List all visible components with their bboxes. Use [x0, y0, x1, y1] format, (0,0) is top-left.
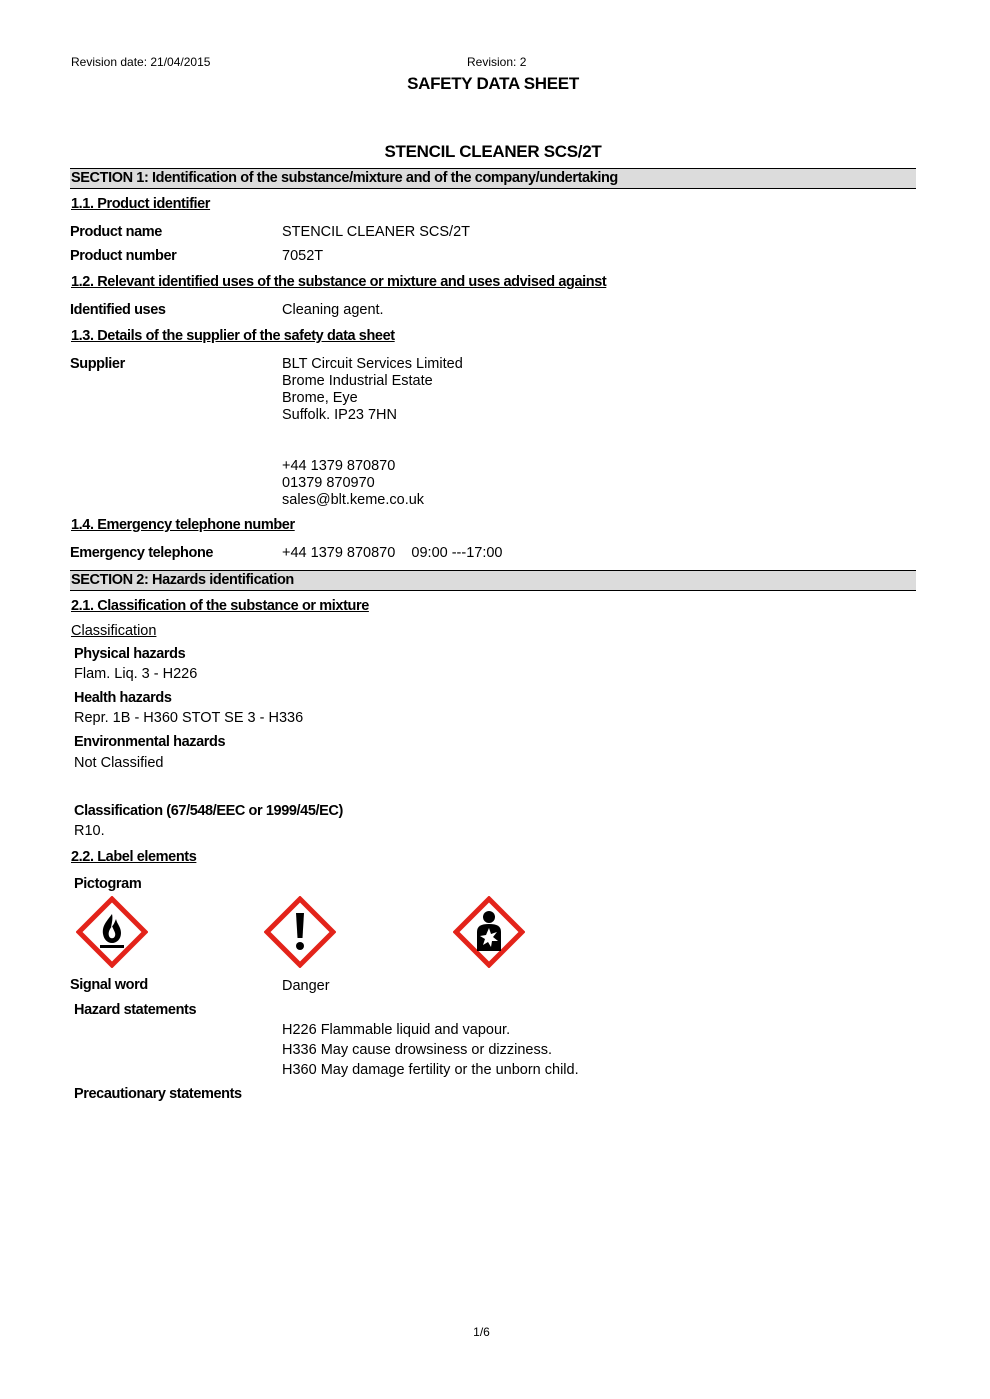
section-1-header [70, 168, 916, 189]
section-2-header [70, 570, 916, 591]
supplier-line: BLT Circuit Services Limited [282, 356, 463, 372]
identified-uses-value: Cleaning agent. [282, 302, 384, 318]
emergency-telephone-value: +44 1379 870870 09:00 ---17:00 [282, 545, 503, 561]
supplier-line: Suffolk. IP23 7HN [282, 407, 397, 423]
pictogram-label: Pictogram [74, 876, 142, 892]
exclamation-icon [264, 896, 336, 968]
revision-number: Revision: 2 [467, 55, 527, 69]
subsection-2-1: 2.1. Classification of the substance or mixture [71, 598, 369, 614]
page-number: 1/6 [473, 1325, 490, 1339]
health-hazard-icon [453, 896, 525, 968]
supplier-line: Brome Industrial Estate [282, 373, 433, 389]
classification-heading: Classification [71, 623, 157, 639]
subsection-1-4: 1.4. Emergency telephone number [71, 517, 295, 533]
identified-uses-label: Identified uses [70, 302, 166, 318]
precautionary-statements-label: Precautionary statements [74, 1086, 242, 1102]
classification-67-548-value: R10. [74, 823, 105, 839]
product-name-label: Product name [70, 224, 162, 240]
emergency-telephone-label: Emergency telephone [70, 545, 214, 561]
hazard-statement: H360 May damage fertility or the unborn child. [282, 1062, 579, 1078]
product-name-value: STENCIL CLEANER SCS/2T [282, 224, 471, 240]
revision-date: Revision date: 21/04/2015 [71, 55, 211, 69]
environmental-hazards-value: Not Classified [74, 755, 164, 771]
hazard-statements-list [282, 1020, 579, 1080]
document-title: SAFETY DATA SHEET [407, 74, 579, 93]
environmental-hazards-label: Environmental hazards [74, 734, 226, 750]
subsection-1-1: 1.1. Product identifier [71, 196, 211, 212]
product-number-value: 7052T [282, 248, 324, 264]
subsection-2-2: 2.2. Label elements [71, 849, 197, 865]
physical-hazards-value: Flam. Liq. 3 - H226 [74, 666, 198, 682]
hazard-statement: H336 May cause drowsiness or dizziness. [282, 1042, 552, 1058]
signal-word-value: Danger [282, 978, 330, 994]
supplier-label: Supplier [70, 356, 125, 372]
subsection-1-3: 1.3. Details of the supplier of the safety data sheet [71, 328, 395, 344]
health-hazards-value: Repr. 1B - H360 STOT SE 3 - H336 [74, 710, 304, 726]
product-number-label: Product number [70, 248, 177, 264]
section-1-title: SECTION 1: Identification of the substance/mixture and of the company/undertaking [71, 170, 618, 186]
subsection-1-2: 1.2. Relevant identified uses of the substance or mixture and uses advised against [71, 274, 607, 290]
signal-word-label: Signal word [70, 977, 148, 993]
supplier-address [282, 356, 463, 424]
supplier-contact [282, 458, 424, 509]
supplier-email[interactable]: sales@blt.keme.co.uk [282, 492, 425, 508]
health-hazards-label: Health hazards [74, 690, 172, 706]
flame-icon [76, 896, 148, 968]
supplier-phone: +44 1379 870870 [282, 458, 396, 474]
supplier-fax: 01379 870970 [282, 475, 375, 491]
physical-hazards-label: Physical hazards [74, 646, 186, 662]
section-2-title: SECTION 2: Hazards identification [71, 572, 294, 588]
classification-67-548-label: Classification (67/548/EEC or 1999/45/EC) [74, 803, 343, 819]
hazard-statements-label: Hazard statements [74, 1002, 197, 1018]
product-title: STENCIL CLEANER SCS/2T [384, 142, 602, 161]
supplier-line: Brome, Eye [282, 390, 358, 406]
hazard-statement: H226 Flammable liquid and vapour. [282, 1022, 511, 1038]
